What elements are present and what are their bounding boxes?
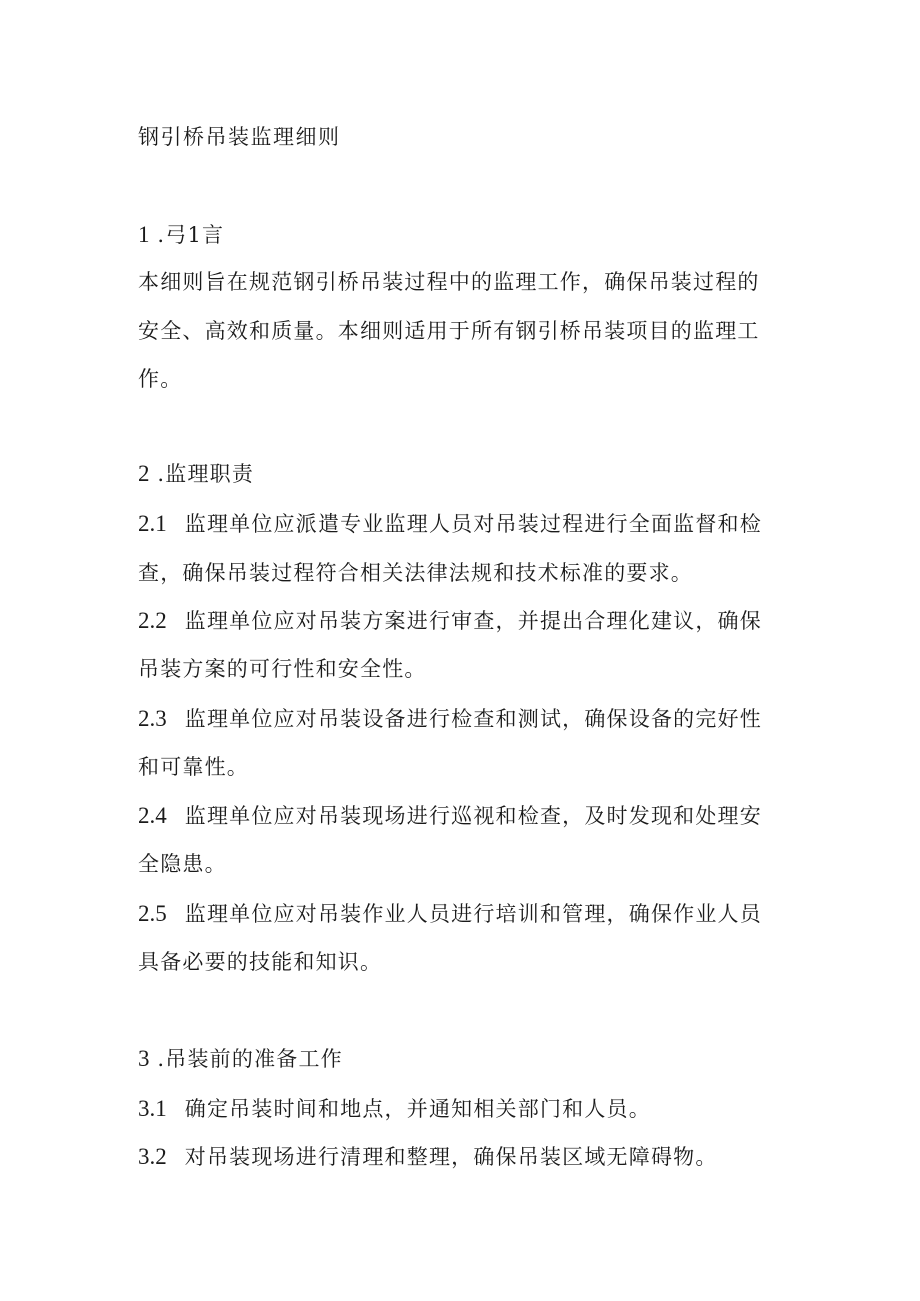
section-3-title: .吊装前的准备工作 xyxy=(157,1047,343,1071)
section-2-heading xyxy=(138,459,254,489)
item-2-3-line-1 xyxy=(138,704,762,734)
section-2-title: .监理职责 xyxy=(157,462,255,486)
section-1-paragraph-line-2: 安全、高效和质量。本细则适用于所有钢引桥吊装项目的监理工 xyxy=(138,319,760,343)
item-3-2-line-1 xyxy=(138,1142,718,1172)
item-2-1-number: 2.1 xyxy=(138,511,167,536)
item-3-1-number: 3.1 xyxy=(138,1096,167,1121)
section-1-paragraph-line-3: 作。 xyxy=(138,367,183,391)
item-2-5-line-1 xyxy=(138,899,762,929)
item-3-2-number: 3.2 xyxy=(138,1144,167,1169)
item-2-3-line-2: 和可靠性。 xyxy=(138,755,249,779)
item-2-1-line-1 xyxy=(138,509,762,539)
item-2-2-number: 2.2 xyxy=(138,608,167,633)
section-3-number: 3 xyxy=(138,1046,150,1071)
item-2-3-text: 监理单位应对吊装设备进行检查和测试，确保设备的完好性 xyxy=(184,707,762,731)
section-1-paragraph-line-1: 本细则旨在规范钢引桥吊装过程中的监理工作，确保吊装过程的 xyxy=(138,270,760,294)
section-1-number: 1 xyxy=(138,222,150,247)
item-2-4-line-1 xyxy=(138,801,762,831)
item-2-5-number: 2.5 xyxy=(138,901,167,926)
document-title: 钢引桥吊装监理细则 xyxy=(138,125,341,149)
section-2-number: 2 xyxy=(138,461,150,486)
item-2-2-line-1 xyxy=(138,606,762,636)
item-2-5-text: 监理单位应对吊装作业人员进行培训和管理，确保作业人员 xyxy=(184,902,762,926)
item-2-3-number: 2.3 xyxy=(138,706,167,731)
section-1-heading xyxy=(138,220,224,250)
item-2-2-line-2: 吊装方案的可行性和安全性。 xyxy=(138,657,427,681)
section-1-title: .弓1言 xyxy=(157,223,225,247)
item-2-4-text: 监理单位应对吊装现场进行巡视和检查，及时发现和处理安 xyxy=(184,804,762,828)
item-2-2-text: 监理单位应对吊装方案进行审查，并提出合理化建议，确保 xyxy=(184,609,762,633)
item-2-5-line-2: 具备必要的技能和知识。 xyxy=(138,950,383,974)
item-2-1-text: 监理单位应派遣专业监理人员对吊装过程进行全面监督和检 xyxy=(184,512,762,536)
item-3-1-text: 确定吊装时间和地点，并通知相关部门和人员。 xyxy=(184,1097,651,1121)
item-2-1-line-2: 查，确保吊装过程符合相关法律法规和技术标准的要求。 xyxy=(138,561,693,585)
item-2-4-line-2: 全隐患。 xyxy=(138,852,227,876)
item-3-1-line-1 xyxy=(138,1094,651,1124)
item-3-2-text: 对吊装现场进行清理和整理，确保吊装区域无障碍物。 xyxy=(184,1145,718,1169)
section-3-heading xyxy=(138,1044,343,1074)
item-2-4-number: 2.4 xyxy=(138,803,167,828)
